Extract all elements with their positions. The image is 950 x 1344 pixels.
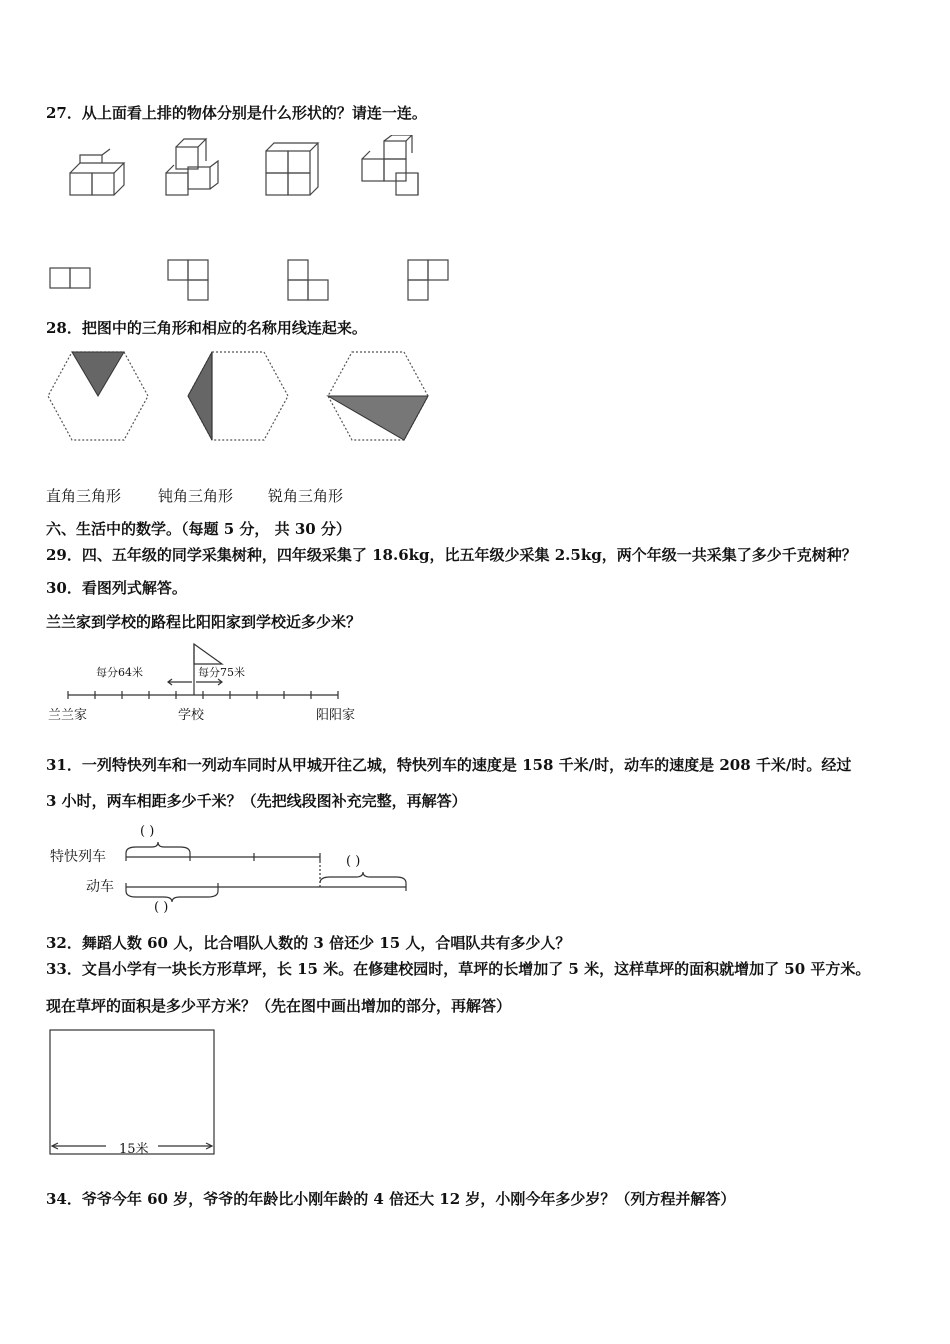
section6-heading: 六、生活中的数学。（每题 5 分， 共 30 分） [46,520,351,538]
q31-label-bullet: 动车 [86,879,114,895]
q27-cube-figures [60,135,440,205]
q30-label-lanlan-home: 兰兰家 [48,708,88,723]
q31-blank-bottom: ( ) [154,900,169,915]
q32-text: 32．舞蹈人数 60 人，比合唱队人数的 3 倍还少 15 人，合唱队共有多少人？ [46,934,571,952]
q33-length-label: 15米 [119,1142,149,1157]
q30-label-school: 学校 [178,708,205,723]
q30-subquestion: 兰兰家到学校的路程比阳阳家到学校近多少米？ [46,613,362,631]
q27-text: 27．从上面看上排的物体分别是什么形状的？请连一连。 [46,104,427,122]
q34-text: 34．爷爷今年 60 岁，爷爷的年龄比小刚年龄的 4 倍还大 12 岁，小刚今年多少岁？（列方程并解答） [46,1190,736,1208]
q30-label-yangyang-home: 阳阳家 [316,708,356,723]
q28-name-right: 直角三角形 [46,487,122,505]
q31-label-express: 特快列车 [50,849,106,865]
q30-speed-left: 每分64米 [96,666,143,679]
q31-line1: 31．一列特快列车和一列动车同时从甲城开往乙城，特快列车的速度是 158 千米/时，动车的速度是 208 千米/时。经过 [46,756,852,774]
q33-line1: 33．文昌小学有一块长方形草坪，长 15 米。在修建校园时，草坪的长增加了 5 米，这样草坪的面积就增加了 50 平方米。 [46,960,871,978]
q31-blank-right: ( ) [346,854,361,869]
q30-text: 30．看图列式解答。 [46,579,187,597]
q28-name-obtuse: 钝角三角形 [158,487,234,505]
q31-line2: 3 小时，两车相距多少千米？（先把线段图补充完整，再解答） [46,792,467,810]
q28-name-acute: 锐角三角形 [268,487,344,505]
q30-speed-right: 每分75米 [198,666,245,679]
q33-line2: 现在草坪的面积是多少平方米？（先在图中画出增加的部分，再解答） [46,997,512,1015]
q27-top-views [46,256,466,306]
q28-hexagon-figures [44,348,444,444]
q29-text: 29．四、五年级的同学采集树种，四年级采集了 18.6kg，比五年级少采集 2.5kg，两个年级一共采集了多少千克树种？ [46,546,857,564]
q28-text: 28．把图中的三角形和相应的名称用线连起来。 [46,319,367,337]
q31-blank-top: ( ) [140,824,155,839]
